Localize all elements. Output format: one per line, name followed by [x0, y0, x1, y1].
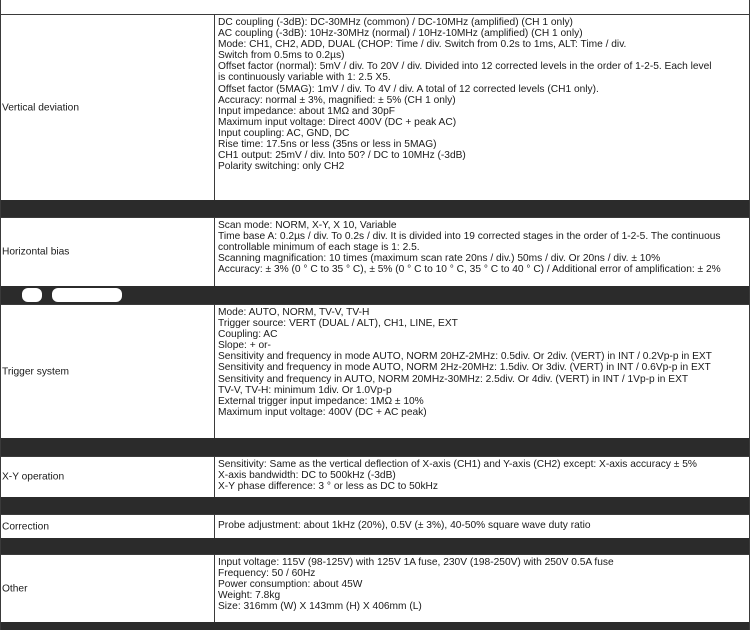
spec-line: Maximum input voltage: Direct 400V (DC + peak AC)	[218, 116, 457, 128]
spec-line: Size: 316mm (W) X 143mm (H) X 406mm (L)	[218, 601, 422, 613]
row-label-cell	[0, 555, 215, 622]
spec-line: TV-V, TV-H: minimum 1div. Or 1.0Vp-p	[218, 384, 392, 396]
row-label-cell	[0, 305, 215, 438]
spec-line: Weight: 7.8kg	[218, 590, 281, 602]
row-separator-bar	[0, 622, 750, 630]
spec-row-xy-operation	[0, 456, 750, 497]
spec-line: External trigger input impedance: 1MΩ ± 10%	[218, 395, 424, 407]
row-label-cell	[0, 218, 215, 286]
spec-line: Mode: CH1, CH2, ADD, DUAL (CHOP: Time / div. Switch from 0.2s to 1ms, ALT: Time / div.	[218, 39, 627, 51]
spec-line: AC coupling (-3dB): 10Hz-30MHz (normal) / 10Hz-10MHz (amplified) (CH 1 only)	[218, 28, 583, 40]
spec-line: Probe adjustment: about 1kHz (20%), 0.5V (± 3%), 40-50% square wave duty ratio	[218, 520, 591, 531]
smudge-mark	[22, 288, 42, 302]
spec-line: Switch from 0.5ms to 0.2µs)	[218, 50, 345, 62]
row-content	[218, 520, 748, 531]
spec-line: Offset factor (normal): 5mV / div. To 20V / div. Divided into 12 corrected levels in the order of 1-2-5. Each level	[218, 61, 712, 73]
row-content	[218, 459, 748, 492]
spec-line: is continuously variable with 1: 2.5 X5.	[218, 72, 391, 84]
row-label-cell	[0, 515, 215, 538]
row-label: Horizontal bias	[2, 246, 70, 258]
spec-line: X-Y phase difference: 3 ° or less as DC to 50kHz	[218, 481, 439, 493]
spec-line: Trigger source: VERT (DUAL / ALT), CH1, LINE, EXT	[218, 318, 458, 330]
spec-line: Input coupling: AC, GND, DC	[218, 127, 350, 139]
spec-line: DC coupling (-3dB): DC-30MHz (common) / DC-10MHz (amplified) (CH 1 only)	[218, 17, 573, 28]
row-label: Vertical deviation	[2, 102, 80, 113]
spec-line: Accuracy: ± 3% (0 ° C to 35 ° C), ± 5% (0 ° C to 10 ° C, 35 ° C to 40 ° C) / Additional error of amplification: ± 2%	[218, 264, 721, 276]
spec-line: Mode: AUTO, NORM, TV-V, TV-H	[218, 307, 370, 318]
spec-line: X-axis bandwidth: DC to 500kHz (-3dB)	[218, 470, 396, 482]
spec-line: Slope: + or-	[218, 340, 271, 352]
spec-line: Scanning magnification: 10 times (maximum scan rate 20ns / div.) 50ms / div. Or 20ns / div. ± 10%	[218, 253, 661, 265]
row-separator-bar	[0, 200, 750, 217]
spec-line: Sensitivity and frequency in mode AUTO, NORM 20HZ-2MHz: 0.5div. Or 2div. (VERT) in INT / 0.2Vp-p in EXT	[218, 351, 712, 363]
row-content	[218, 17, 748, 172]
row-content	[218, 307, 748, 418]
smudge-mark	[52, 288, 122, 302]
spec-line: Sensitivity and frequency in mode AUTO, NORM 2Hz-20MHz: 1.5div. Or 3div. (VERT) in INT / 0.6Vp-p in EXT	[218, 362, 711, 374]
spec-line: Polarity switching: only CH2	[218, 161, 345, 173]
spec-line: Input impedance: about 1MΩ and 30pF	[218, 105, 395, 117]
spec-row-correction	[0, 514, 750, 538]
spec-line: Offset factor (5MAG): 1mV / div. To 4V / div. A total of 12 corrected levels (CH1 only).	[218, 83, 599, 95]
row-label: Correction	[2, 521, 49, 532]
spec-line: Sensitivity and frequency in AUTO, NORM 20MHz-30MHz: 2.5div. Or 4div. (VERT) in INT / 1Vp-p in EXT	[218, 373, 689, 385]
spec-line: Sensitivity: Same as the vertical deflection of X-axis (CH1) and Y-axis (CH2) except: X-axis accuracy ± 5%	[218, 459, 697, 470]
spec-line: Coupling: AC	[218, 329, 278, 341]
table-left-border	[0, 0, 1, 630]
spec-line: Accuracy: normal ± 3%, magnified: ± 5% (CH 1 only)	[218, 94, 456, 106]
spec-line: Maximum input voltage: 400V (DC + AC peak)	[218, 406, 427, 418]
row-separator-bar	[0, 497, 750, 514]
spec-line: Power consumption: about 45W	[218, 579, 363, 591]
spec-row-trigger-system	[0, 304, 750, 438]
row-separator-bar	[0, 438, 750, 456]
spec-row-horizontal-bias	[0, 217, 750, 286]
spec-line: Input voltage: 115V (98-125V) with 125V 1A fuse, 230V (198-250V) with 250V 0.5A fuse	[218, 557, 614, 568]
row-label-cell	[0, 457, 215, 497]
spec-line: Time base A: 0.2µs / div. To 0.2s / div. It is divided into 19 corrected stages in the order of 1-2-5. The continuous	[218, 231, 721, 243]
row-label: Trigger system	[2, 366, 69, 377]
row-label: Other	[2, 583, 28, 594]
row-content	[218, 557, 748, 612]
spec-row-vertical-deviation	[0, 14, 750, 200]
spec-line: Frequency: 50 / 60Hz	[218, 568, 316, 580]
spec-row-other	[0, 554, 750, 622]
spec-line: Rise time: 17.5ns or less (35ns or less in 5MAG)	[218, 139, 437, 151]
spec-line: Scan mode: NORM, X-Y, X 10, Variable	[218, 220, 397, 231]
row-content	[218, 220, 748, 275]
row-label: X-Y operation	[2, 471, 65, 483]
row-separator-bar	[0, 538, 750, 554]
spec-line: controllable minimum of each stage is 1: 2.5.	[218, 242, 420, 254]
spec-line: CH1 output: 25mV / div. Into 50? / DC to 10MHz (-3dB)	[218, 150, 466, 162]
row-label-cell	[0, 15, 215, 200]
